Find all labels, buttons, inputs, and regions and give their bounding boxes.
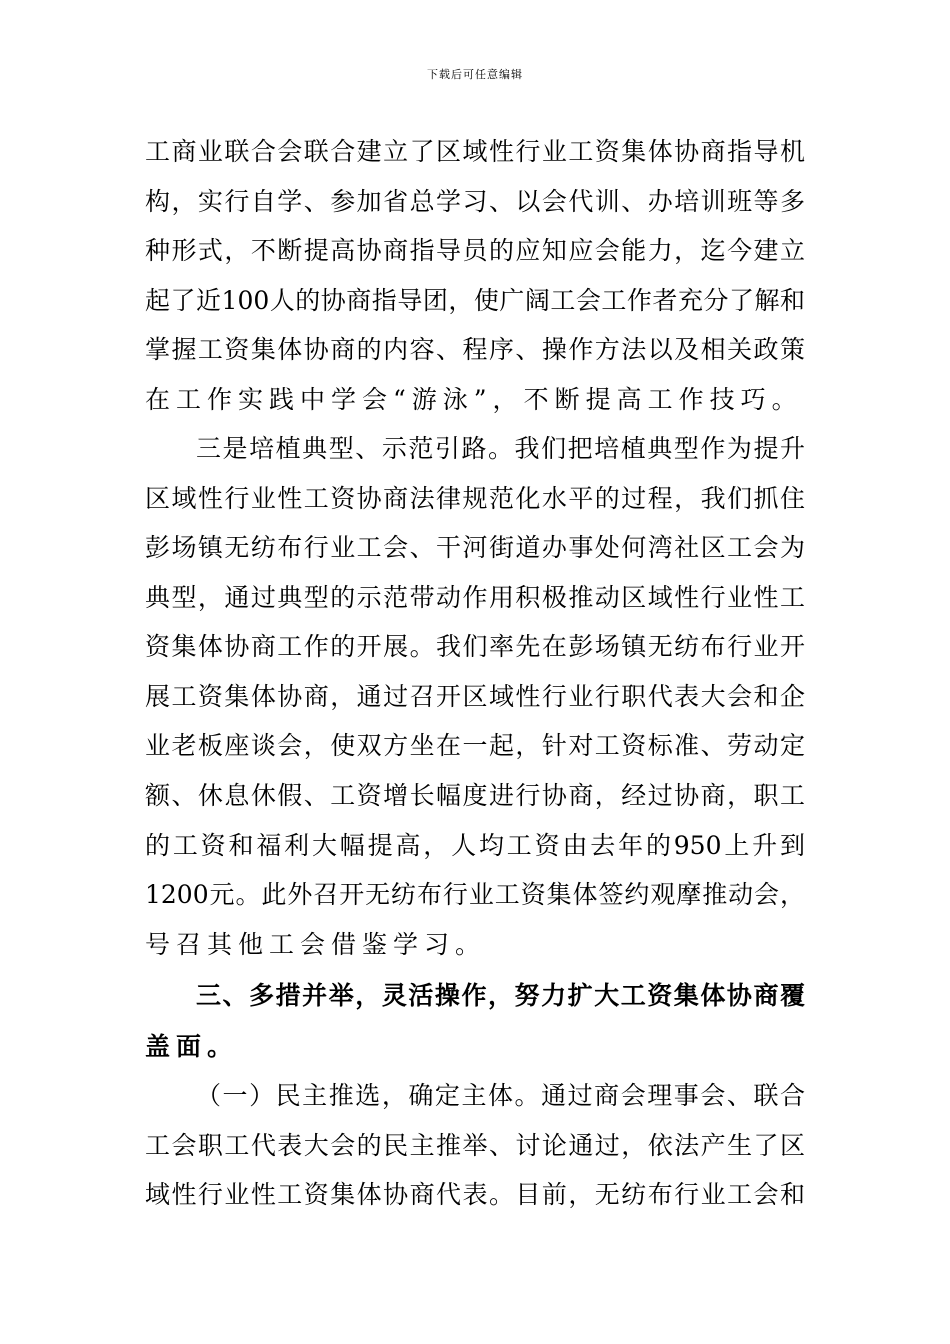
text-line: 展工资集体协商，通过召开区域性行业行职代表大会和企 bbox=[145, 682, 805, 711]
text-line: 业老板座谈会，使双方坐在一起，针对工资标准、劳动定 bbox=[145, 731, 805, 760]
text-line: 区域性行业性工资协商法律规范化水平的过程，我们抓住 bbox=[145, 484, 805, 513]
text-line: 工会职工代表大会的民主推举、讨论通过，依法产生了区 bbox=[145, 1131, 805, 1160]
text-line: 起了近100人的协商指导团，使广阔工会工作者充分了解和 bbox=[145, 286, 805, 315]
text-line: 在工作实践中学会“游泳”，不断提高工作技巧。 bbox=[145, 385, 803, 414]
text-line: 典型，通过典型的示范带动作用积极推动区域性行业性工 bbox=[145, 583, 805, 612]
text-line: 彭场镇无纺布行业工会、干河街道办事处何湾社区工会为 bbox=[145, 533, 805, 562]
section-heading: 三、多措并举，灵活操作，努力扩大工资集体协商覆 bbox=[196, 981, 805, 1010]
page-header: 下载后可任意编辑 bbox=[427, 68, 523, 81]
text-line: 构，实行自学、参加省总学习、以会代训、办培训班等多 bbox=[145, 187, 805, 216]
section-heading-continued: 盖面。 bbox=[145, 1032, 239, 1061]
text-line: 掌握工资集体协商的内容、程序、操作方法以及相关政策 bbox=[145, 335, 805, 364]
text-line: （一）民主推选，确定主体。通过商会理事会、联合 bbox=[196, 1081, 805, 1110]
text-line: 域性行业性工资集体协商代表。目前，无纺布行业工会和 bbox=[145, 1180, 805, 1209]
text-line: 工商业联合会联合建立了区域性行业工资集体协商指导机 bbox=[145, 137, 805, 166]
text-line: 的工资和福利大幅提高，人均工资由去年的950上升到 bbox=[145, 831, 805, 860]
text-line: 额、休息休假、工资增长幅度进行协商，经过协商，职工 bbox=[145, 781, 805, 810]
text-line: 种形式，不断提高协商指导员的应知应会能力，迄今建立 bbox=[145, 236, 805, 265]
text-line: 1200元。此外召开无纺布行业工资集体签约观摩推动会， bbox=[145, 880, 805, 909]
text-line: 三是培植典型、示范引路。我们把培植典型作为提升 bbox=[196, 434, 805, 463]
text-line: 号召其他工会借鉴学习。 bbox=[145, 930, 487, 959]
text-line: 资集体协商工作的开展。我们率先在彭场镇无纺布行业开 bbox=[145, 632, 805, 661]
